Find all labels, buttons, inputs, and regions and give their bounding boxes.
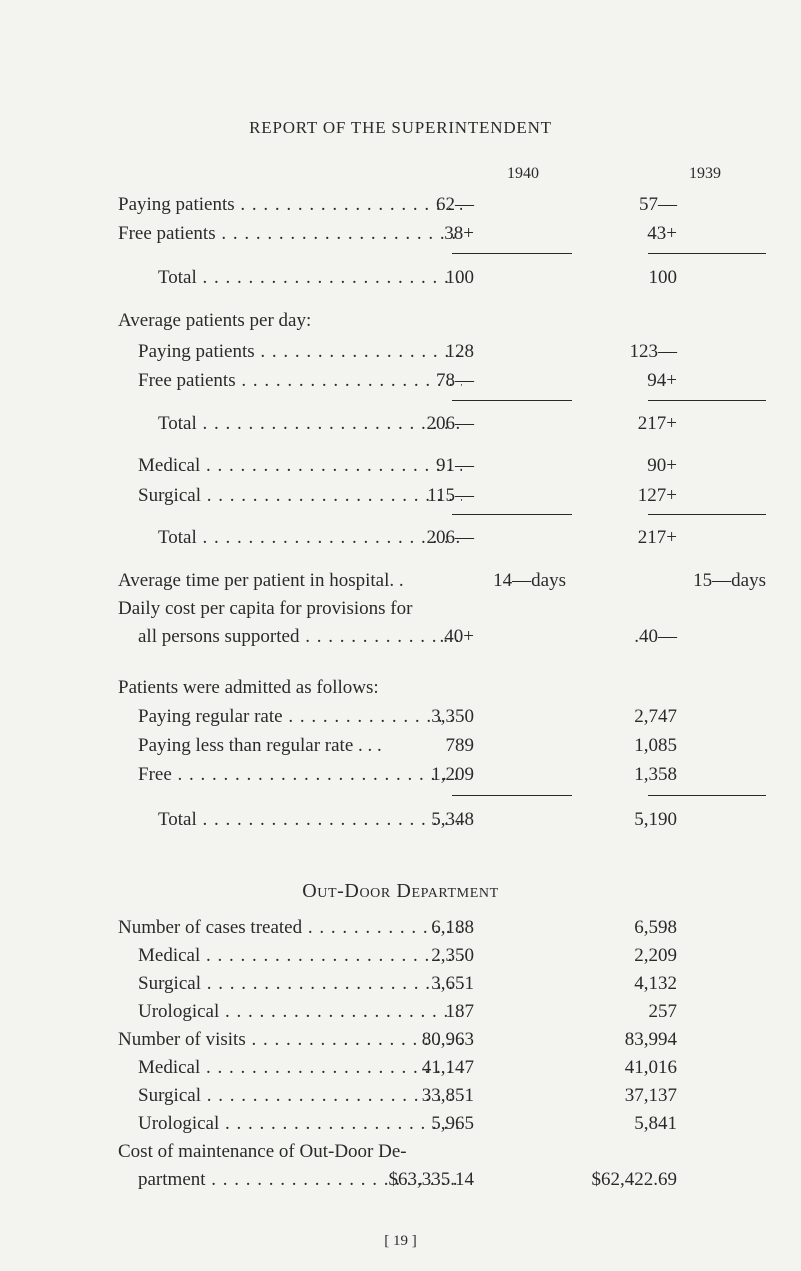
value-1939: 123— xyxy=(629,341,677,362)
row-label: Number of cases treated . . . xyxy=(118,916,462,940)
row-label: partment . . . xyxy=(138,1168,462,1192)
total-rule xyxy=(452,514,572,515)
page-title: REPORT OF THE SUPERINTENDENT xyxy=(249,118,552,137)
table-row xyxy=(0,1000,801,1024)
value-1940: 100 xyxy=(445,267,474,288)
row-label: Surgical . . . xyxy=(138,484,462,508)
total-label: Total . . . xyxy=(158,526,462,550)
value-1940: 2,350 xyxy=(431,945,474,966)
value-1939: 57— xyxy=(639,194,677,215)
year-header-row xyxy=(0,162,801,186)
row-label: Medical . . . xyxy=(138,944,462,968)
row-label: Number of visits . . . xyxy=(118,1028,462,1052)
total-rule xyxy=(452,400,572,401)
total-rule xyxy=(452,795,572,796)
table-row xyxy=(0,1084,801,1108)
table-row xyxy=(0,454,801,478)
total-rule xyxy=(648,400,766,401)
value-1940: 206— xyxy=(426,413,474,434)
table-row xyxy=(0,705,801,729)
value-1939: 1,358 xyxy=(634,764,677,785)
table-row xyxy=(0,1028,801,1052)
table-row xyxy=(0,222,801,246)
value-1940: 3,350 xyxy=(431,706,474,727)
value-1940: 33,851 xyxy=(421,1085,474,1106)
value-1940: 1,209 xyxy=(431,764,474,785)
row-label: Surgical . . . xyxy=(138,972,462,996)
row-label: Urological . . . xyxy=(138,1000,462,1024)
value-1940: 115— xyxy=(427,485,474,506)
value-1940: 80,963 xyxy=(421,1029,474,1050)
value-1939: $62,422.69 xyxy=(591,1169,677,1190)
total-rule xyxy=(648,795,766,796)
value-1939: 257 xyxy=(648,1001,677,1022)
column-header-1939: 1939 xyxy=(689,165,721,182)
value-1939: 83,994 xyxy=(624,1029,677,1050)
table-row xyxy=(0,944,801,968)
table-row xyxy=(0,763,801,787)
row-label: Paying less than regular rate . . . xyxy=(138,735,382,756)
value-1939: 15—days xyxy=(693,570,766,591)
value-1940: 41,147 xyxy=(421,1057,474,1078)
table-row xyxy=(0,193,801,217)
row-label: Free patients . . . xyxy=(138,369,462,393)
value-1939: 1,085 xyxy=(634,735,677,756)
row-label: all persons supported . . . xyxy=(138,625,462,649)
value-1939: 5,841 xyxy=(634,1113,677,1134)
row-label: Free . . . xyxy=(138,763,462,787)
value-1939: 6,598 xyxy=(634,917,677,938)
row-label: Paying patients . . . xyxy=(118,193,462,217)
table-row xyxy=(0,369,801,393)
table-row xyxy=(0,625,801,649)
total-rule xyxy=(648,253,766,254)
total-label: Total . . . xyxy=(158,412,462,436)
section-heading xyxy=(0,309,801,333)
value-1940: 62— xyxy=(436,194,474,215)
value-1940: 5,965 xyxy=(431,1113,474,1134)
value-1939: 37,137 xyxy=(624,1085,677,1106)
table-row xyxy=(0,597,801,621)
table-row xyxy=(0,1112,801,1136)
value-1940: 14—days xyxy=(493,570,566,591)
value-1940: 3,651 xyxy=(431,973,474,994)
table-row xyxy=(0,484,801,508)
row-label: Free patients . . . xyxy=(118,222,462,246)
table-row xyxy=(0,1168,801,1192)
admitted-heading: Patients were admitted as follows: xyxy=(118,677,379,698)
value-1940: .40+ xyxy=(439,626,474,647)
value-1939: 217+ xyxy=(637,527,677,548)
value-1940: 91— xyxy=(436,455,474,476)
row-label: Average time per patient in hospital. . xyxy=(118,570,404,591)
row-label: Surgical . . . xyxy=(138,1084,462,1108)
value-1940: 789 xyxy=(445,735,474,756)
value-1940: 128 xyxy=(445,341,474,362)
total-label: Total . . . xyxy=(158,808,462,832)
table-row xyxy=(0,734,801,758)
section-heading xyxy=(0,676,801,700)
value-1939: 127+ xyxy=(637,485,677,506)
value-1940: 6,188 xyxy=(431,917,474,938)
row-label-line1: Cost of maintenance of Out-Door De- xyxy=(118,1141,407,1162)
table-row xyxy=(0,1140,801,1164)
value-1939: 217+ xyxy=(637,413,677,434)
table-row xyxy=(0,340,801,364)
value-1939: 4,132 xyxy=(634,973,677,994)
value-1940: 78— xyxy=(436,370,474,391)
value-1939: 5,190 xyxy=(634,809,677,830)
table-row xyxy=(0,1056,801,1080)
value-1939: 94+ xyxy=(647,370,677,391)
value-1939: 90+ xyxy=(647,455,677,476)
row-label: Medical . . . xyxy=(138,1056,462,1080)
total-row xyxy=(0,808,801,832)
value-1939: 2,747 xyxy=(634,706,677,727)
row-label: Urological . . . xyxy=(138,1112,462,1136)
value-1940: 5,348 xyxy=(431,809,474,830)
value-1940: 187 xyxy=(445,1001,474,1022)
total-rule xyxy=(648,514,766,515)
value-1939: 2,209 xyxy=(634,945,677,966)
total-rule xyxy=(452,253,572,254)
table-row xyxy=(0,916,801,940)
row-label: Paying regular rate . . . xyxy=(138,705,462,729)
value-1939: 43+ xyxy=(647,223,677,244)
value-1939: .40— xyxy=(634,626,677,647)
table-row xyxy=(0,972,801,996)
value-1939: 41,016 xyxy=(624,1057,677,1078)
table-row xyxy=(0,569,801,593)
row-label: Paying patients . . . xyxy=(138,340,462,364)
total-row xyxy=(0,526,801,550)
total-row xyxy=(0,266,801,290)
value-1940: $63,335.14 xyxy=(388,1169,474,1190)
page-number: [ 19 ] xyxy=(384,1233,417,1249)
section-title: Out-Door Department xyxy=(302,880,499,902)
column-header-1940: 1940 xyxy=(507,165,539,182)
row-label-line1: Daily cost per capita for provisions for xyxy=(118,598,413,619)
value-1940: 206— xyxy=(426,527,474,548)
value-1939: 100 xyxy=(648,267,677,288)
total-label: Total . . . xyxy=(158,266,462,290)
value-1940: 38+ xyxy=(444,223,474,244)
avg-heading: Average patients per day: xyxy=(118,310,312,331)
row-label: Medical . . . xyxy=(138,454,462,478)
total-row xyxy=(0,412,801,436)
